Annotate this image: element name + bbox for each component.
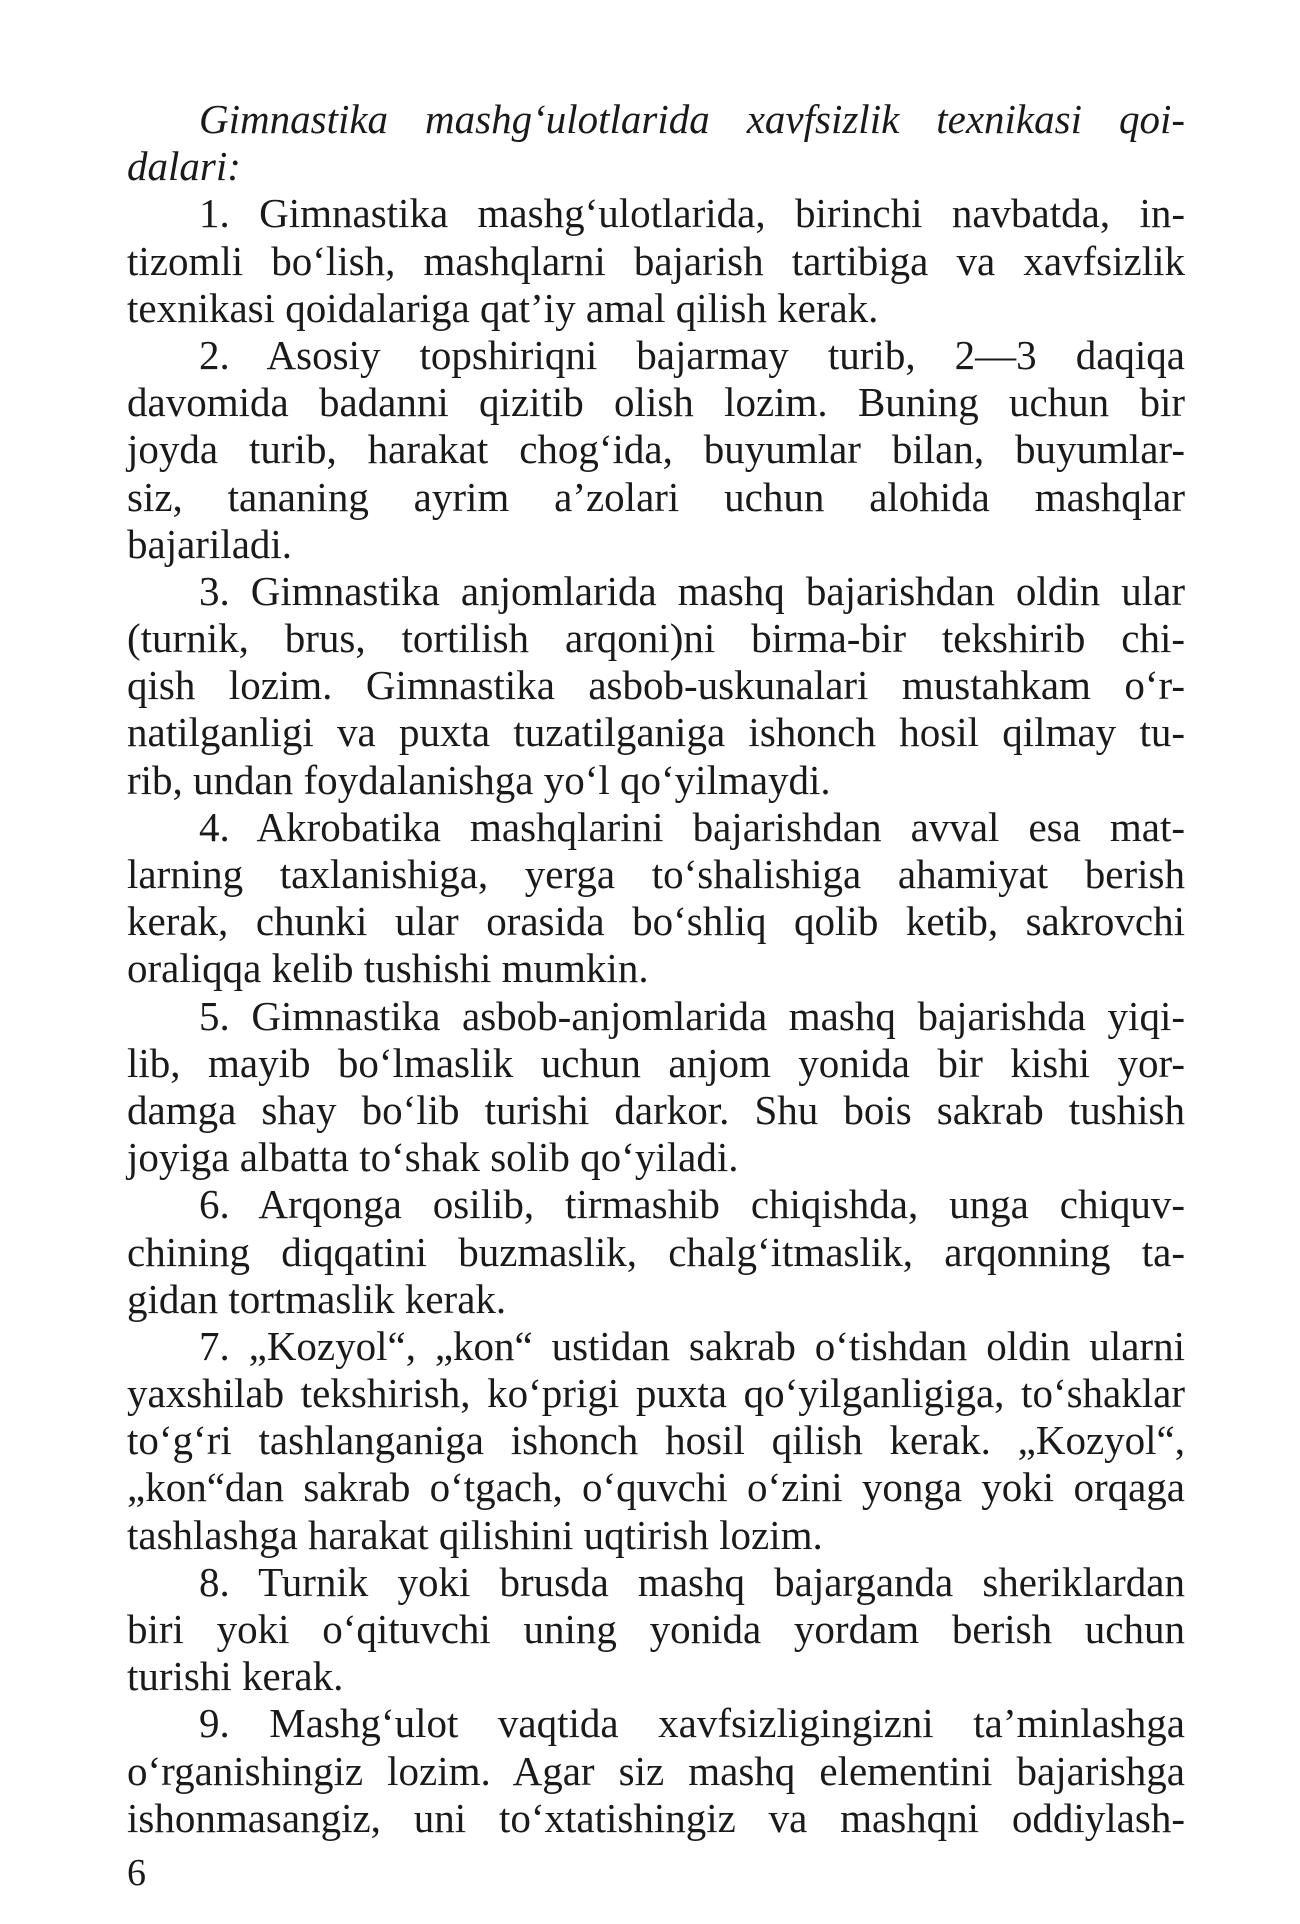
paragraph-line: chining diqqatini buzmaslik, chalg‘itmaslik, arqonning ta- [127,1228,1185,1275]
paragraph-line: 1. Gimnastika mashg‘ulotlarida, birinchi navbatda, in- [199,190,1185,237]
paragraph-line: lib, mayib bo‘lmaslik uchun anjom yonida bir kishi yor- [127,1039,1185,1086]
paragraph-line: davomida badanni qizitib olish lozim. Buning uchun bir [127,379,1185,426]
paragraph-line: 6. Arqonga osilib, tirmashib chiqishda, unga chiquv- [199,1181,1185,1228]
paragraph-line: „kon“dan sakrab o‘tgach, o‘quvchi o‘zini yonga yoki orqaga [127,1464,1185,1511]
paragraph-line: biri yoki o‘qituvchi uning yonida yordam berish uchun [127,1606,1185,1652]
paragraph-line: kerak, chunki ular orasida bo‘shliq qolib ketib, sakrovchi [127,898,1185,945]
paragraph-line: o‘rganishingiz lozim. Agar siz mashq elementini bajarishga [127,1747,1185,1794]
paragraph-line: tizomli bo‘lish, mashqlarni bajarish tartibiga va xavfsizlik [127,237,1185,284]
paragraph-line: oraliqqa kelib tushishi mumkin. [127,945,649,992]
rule-paragraph-6 [127,1181,1185,1323]
rule-paragraph-7 [127,1323,1185,1559]
heading-line: dalari: [127,143,241,190]
paragraph-line: 3. Gimnastika anjomlarida mashq bajarishdan oldin ular [199,567,1185,614]
paragraph-line: 4. Akrobatika mashqlarini bajarishdan avval esa mat- [199,803,1185,850]
paragraph-line: bajariladi. [127,520,293,567]
rule-paragraph-4 [127,804,1185,993]
rule-paragraph-8 [127,1559,1185,1701]
paragraph-line: 7. „Kozyol“, „kon“ ustidan sakrab o‘tishdan oldin ularni [199,1322,1185,1369]
paragraph-line: 8. Turnik yoki brusda mashq bajarganda sheriklardan [199,1558,1185,1605]
paragraph-line: (turnik, brus, tortilish arqoni)ni birma-bir tekshirib chi- [127,615,1185,662]
paragraph-line: texnikasi qoidalariga qat’iy amal qilish kerak. [127,284,879,331]
paragraph-line: gidan tortmaslik kerak. [127,1275,507,1322]
rule-paragraph-9 [127,1700,1185,1842]
paragraph-line: siz, tananing ayrim a’zolari uchun alohida mashqlar [127,473,1185,520]
paragraph-line: qish lozim. Gimnastika asbob-uskunalari mustahkam o‘r- [127,662,1185,709]
rule-paragraph-5 [127,993,1185,1182]
paragraph-line: joyiga albatta to‘shak solib qo‘yiladi. [127,1134,739,1181]
paragraph-line: to‘g‘ri tashlanganiga ishonch hosil qilish kerak. „Kozyol“, [127,1417,1185,1464]
rule-paragraph-3 [127,568,1185,804]
page-number: 6 [127,1852,146,1894]
heading-line: Gimnastika mashg‘ulotlarida xavfsizlik texnikasi qoi- [199,96,1185,142]
paragraph-line: yaxshilab tekshirish, ko‘prigi puxta qo‘yilganligiga, to‘shaklar [127,1370,1185,1417]
paragraph-line: joyda turib, harakat chog‘ida, buyumlar bilan, buyumlar- [127,426,1185,473]
section-heading [127,96,1185,190]
paragraph-line: 5. Gimnastika asbob-anjomlarida mashq bajarishda yiqi- [199,992,1185,1039]
page-body [127,96,1185,1842]
paragraph-line: 2. Asosiy topshiriqni bajarmay turib, 2—3 daqiqa [199,331,1185,378]
paragraph-line: tashlashga harakat qilishini uqtirish lozim. [127,1511,823,1558]
paragraph-line: natilganligi va puxta tuzatilganiga ishonch hosil qilmay tu- [127,709,1185,756]
paragraph-line: turishi kerak. [127,1653,344,1700]
paragraph-line: 9. Mashg‘ulot vaqtida xavfsizligingizni ta’minlashga [199,1700,1185,1747]
paragraph-line: damga shay bo‘lib turishi darkor. Shu bois sakrab tushish [127,1086,1185,1133]
rule-paragraph-1 [127,190,1185,332]
paragraph-line: larning taxlanishiga, yerga to‘shalishiga ahamiyat berish [127,851,1185,897]
paragraph-line: ishonmasangiz, uni to‘xtatishingiz va mashqni oddiylash- [127,1794,1185,1841]
paragraph-line: rib, undan foydalanishga yo‘l qo‘yilmaydi. [127,756,831,803]
rule-paragraph-2 [127,332,1185,568]
